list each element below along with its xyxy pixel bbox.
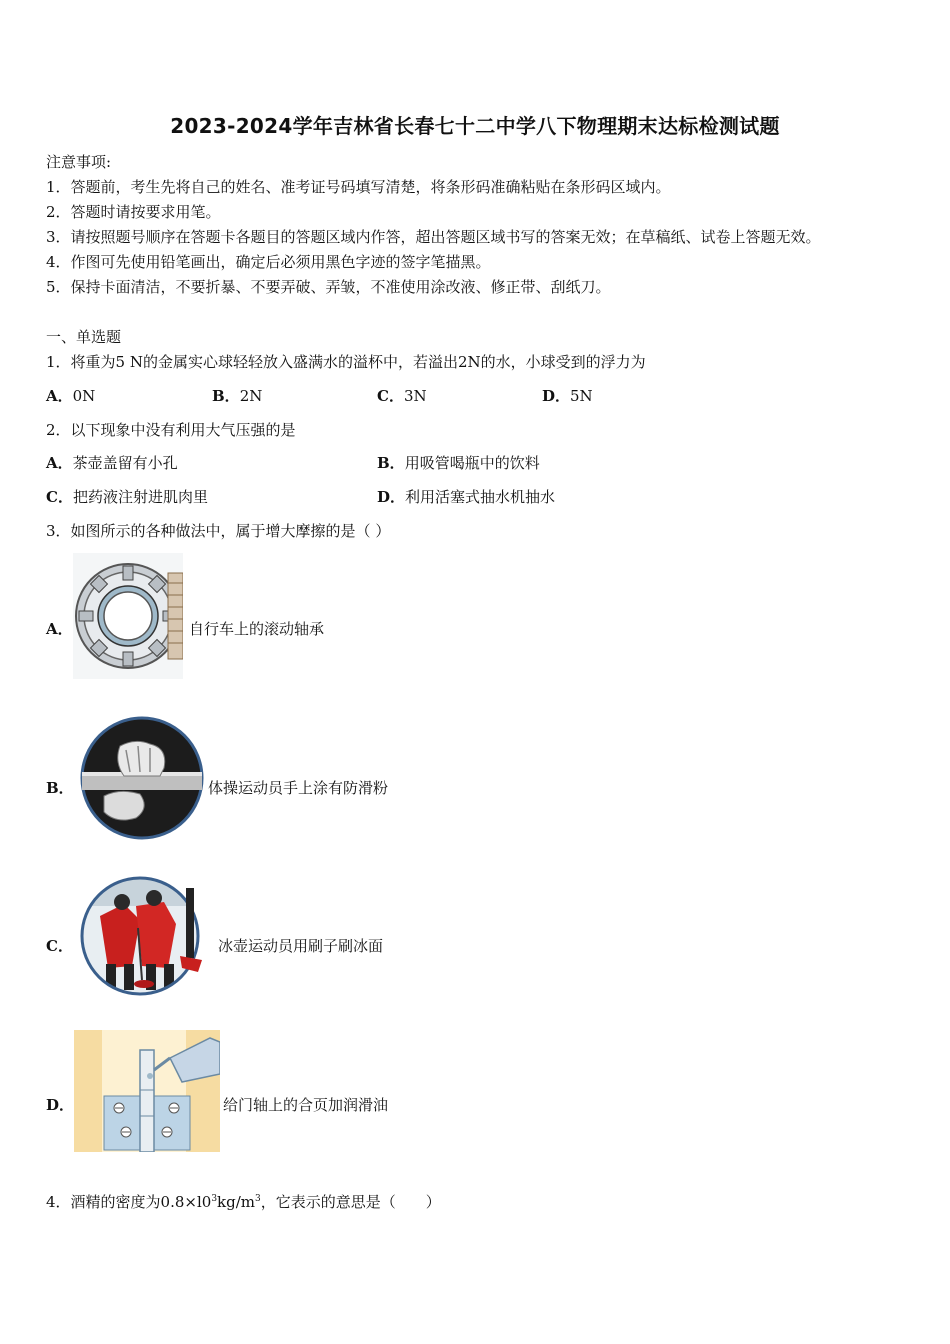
q3-option-a-label[interactable]: A． [46,620,73,638]
question-3-stem: 3．如图所示的各种做法中，属于增大摩擦的是（ ） [46,522,391,540]
q3-option-c-label[interactable]: C． [46,937,73,955]
q1-option-d[interactable]: D．5N [542,387,593,405]
notice-item: 3．请按照题号顺序在答题卡各题目的答题区域内作答，超出答题区域书写的答案无效；在草稿纸、试卷上答题无效。 [46,228,821,246]
q1-option-b[interactable]: B．2N [212,387,263,405]
q3-option-c-text: 冰壶运动员用刷子刷冰面 [218,937,384,955]
q1-option-c[interactable]: C．3N [377,387,427,405]
notice-heading: 注意事项: [46,153,112,171]
question-1-stem: 1．将重为5 N的金属实心球轻轻放入盛满水的溢杯中，若溢出2N的水，小球受到的浮力为 [46,353,646,371]
rolling-bearing-image [73,553,183,679]
q3-option-a-text: 自行车上的滚动轴承 [189,620,325,638]
notice-item: 5．保持卡面清洁，不要折暴、不要弄破、弄皱，不准使用涂改液、修正带、刮纸刀。 [46,278,611,296]
q2-option-d[interactable]: D．利用活塞式抽水机抽水 [377,488,556,506]
section-heading: 一、单选题 [46,328,122,346]
q2-option-b[interactable]: B．用吸管喝瓶中的饮料 [377,454,540,472]
question-2-stem: 2．以下现象中没有利用大气压强的是 [46,421,296,439]
chalked-hand-image [80,716,204,840]
q2-option-a[interactable]: A．茶壶盖留有小孔 [46,454,178,472]
q3-option-b-label[interactable]: B． [46,779,74,797]
q1-option-a[interactable]: A．0N [46,387,96,405]
curling-sweepers-image [80,876,206,996]
door-hinge-oil-image [74,1030,220,1152]
q3-option-d-label[interactable]: D． [46,1096,75,1114]
page-title: 2023-2024学年吉林省长春七十二中学八下物理期末达标检测试题 [170,114,780,138]
notice-item: 4．作图可先使用铅笔画出，确定后必须用黑色字迹的签字笔描黑。 [46,253,491,271]
q3-option-d-text: 给门轴上的合页加润滑油 [223,1096,389,1114]
notice-item: 2．答题时请按要求用笔。 [46,203,221,221]
q2-option-c[interactable]: C．把药液注射进肌肉里 [46,488,208,506]
q3-option-b-text: 体操运动员手上涂有防滑粉 [208,779,389,797]
question-4-stem: 4．酒精的密度为$0.8\times l0^3kg/m^3$，它表示的意思是（ ） [46,1193,441,1211]
notice-item: 1．答题前，考生先将自己的姓名、准考证号码填写清楚，将条形码准确粘贴在条形码区域内。 [46,178,671,196]
